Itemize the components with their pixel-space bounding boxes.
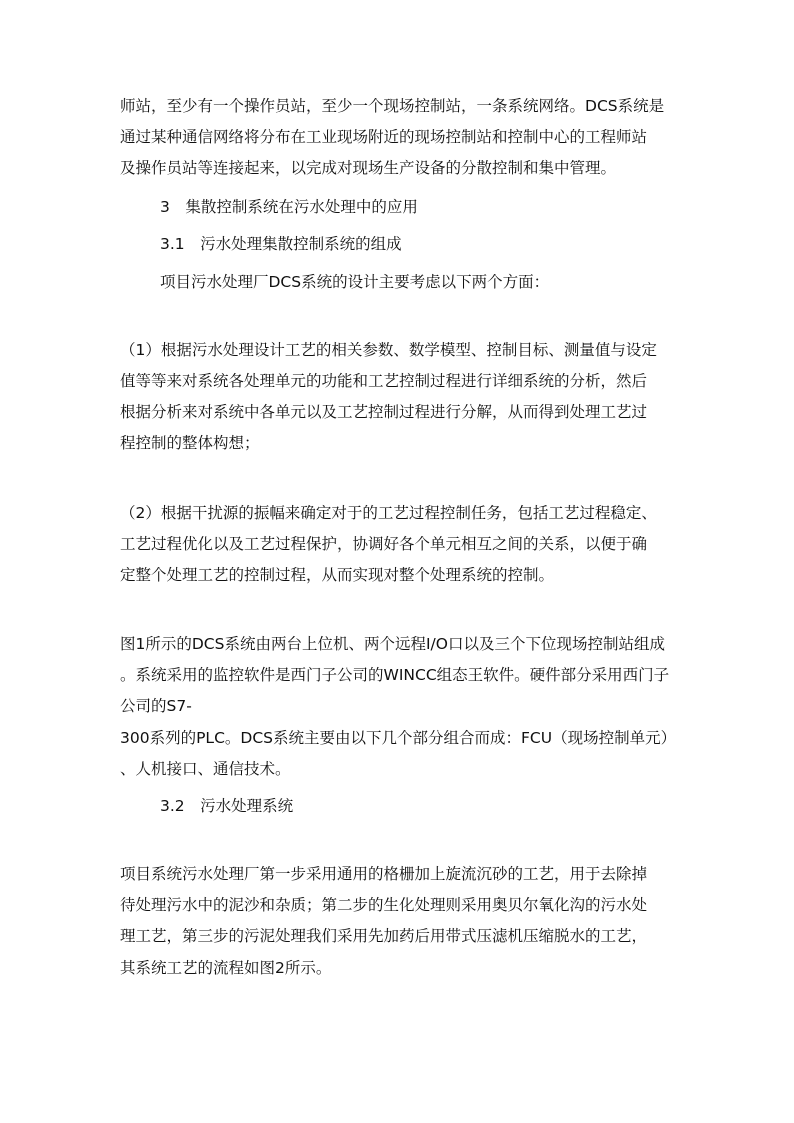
intro-line-3: 及操作员站等连接起来，以完成对现场生产设备的分散控制和集中管理。: [120, 159, 617, 177]
item-2-line-1: （2）根据干扰源的振幅来确定对于的工艺过程控制任务，包括工艺过程稳定、: [120, 504, 657, 522]
section-3-1-heading: 3.1 污水处理集散控制系统的组成: [160, 235, 402, 253]
section-3-2-heading: 3.2 污水处理系统: [160, 797, 294, 815]
section-3-heading: 3 集散控制系统在污水处理中的应用: [160, 198, 418, 216]
fig1-line-5: 、人机接口、通信技术。: [120, 760, 291, 778]
process-line-4: 其系统工艺的流程如图2所示。: [120, 959, 332, 977]
item-1-line-1: （1）根据污水处理设计工艺的相关参数、数学模型、控制目标、测量值与设定: [120, 341, 657, 359]
item-1-line-2: 值等等来对系统各处理单元的功能和工艺控制过程进行详细系统的分析，然后: [120, 372, 648, 390]
item-2-line-3: 定整个处理工艺的控制过程，从而实现对整个处理系统的控制。: [120, 566, 555, 584]
intro-line-2: 通过某种通信网络将分布在工业现场附近的现场控制站和控制中心的工程师站: [120, 128, 648, 146]
design-paragraph: 项目污水处理厂DCS系统的设计主要考虑以下两个方面：: [160, 273, 550, 291]
item-2-line-2: 工艺过程优化以及工艺过程保护，协调好各个单元相互之间的关系，以便于确: [120, 535, 648, 553]
item-1-line-4: 程控制的整体构想；: [120, 434, 260, 452]
item-1-line-3: 根据分析来对系统中各单元以及工艺控制过程进行分解，从而得到处理工艺过: [120, 403, 648, 421]
process-line-2: 待处理污水中的泥沙和杂质；第二步的生化处理则采用奥贝尔氧化沟的污水处: [120, 896, 648, 914]
intro-line-1: 师站，至少有一个操作员站，至少一个现场控制站，一条系统网络。DCS系统是: [120, 97, 665, 115]
fig1-line-1: 图1所示的DCS系统由两台上位机、两个远程I/O口以及三个下位现场控制站组成: [120, 635, 665, 653]
fig1-line-2: 。系统采用的监控软件是西门子公司的WINCC组态王软件。硬件部分采用西门子: [120, 666, 670, 684]
process-line-3: 理工艺，第三步的污泥处理我们采用先加药后用带式压滤机压缩脱水的工艺，: [120, 927, 648, 945]
fig1-line-4: 300系列的PLC。DCS系统主要由以下几个部分组合而成：FCU（现场控制单元）: [120, 729, 677, 747]
process-line-1: 项目系统污水处理厂第一步采用通用的格栅加上旋流沉砂的工艺，用于去除掉: [120, 865, 648, 883]
fig1-line-3: 公司的S7-: [120, 697, 192, 715]
